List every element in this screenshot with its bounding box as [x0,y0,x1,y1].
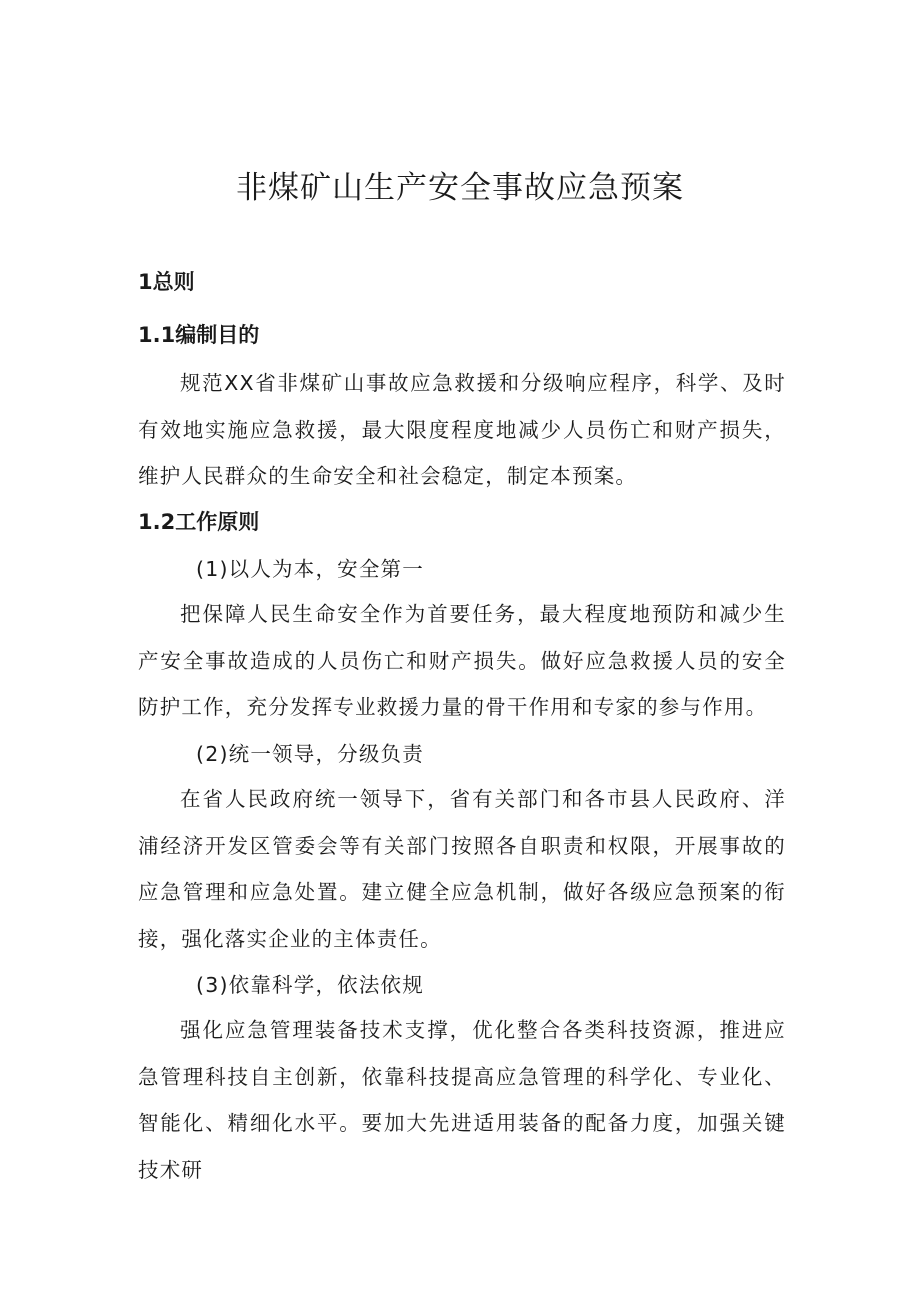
principle-paragraph-1: 把保障人民生命安全作为首要任务，最大程度地预防和减少生产安全事故造成的人员伤亡和财产损失。做好应急救援人员的安全防护工作，充分发挥专业救援力量的骨干作用和专家的参与作用。 [138,602,786,719]
section-heading-principles: 1.2工作原则 [138,510,260,534]
principle-label-1: (1)以人为本，安全第一 [196,557,424,581]
section-heading-purpose: 1.1编制目的 [138,323,260,347]
principle-label-2: (2)统一领导，分级负责 [196,742,424,766]
principle-paragraph-3: 强化应急管理装备技术支撑，优化整合各类科技资源，推进应急管理科技自主创新，依靠科技提高应急管理的科学化、专业化、智能化、精细化水平。要加大先进适用装备的配备力度，加强关键技术研 [138,1018,786,1182]
principle-label-3: (3)依靠科学，依法依规 [196,973,424,997]
section-heading-general: 1总则 [138,270,195,294]
principle-paragraph-2: 在省人民政府统一领导下，省有关部门和各市县人民政府、洋浦经济开发区管委会等有关部门按照各自职责和权限，开展事故的应急管理和应急处置。建立健全应急机制，做好各级应急预案的衔接，强化落实企业的主体责任。 [138,787,786,951]
paragraph-purpose: 规范XX省非煤矿山事故应急救援和分级响应程序，科学、及时有效地实施应急救援，最大限度程度地减少人员伤亡和财产损失，维护人民群众的生命安全和社会稳定，制定本预案。 [138,371,786,488]
document-title: 非煤矿山生产安全事故应急预案 [236,170,684,206]
